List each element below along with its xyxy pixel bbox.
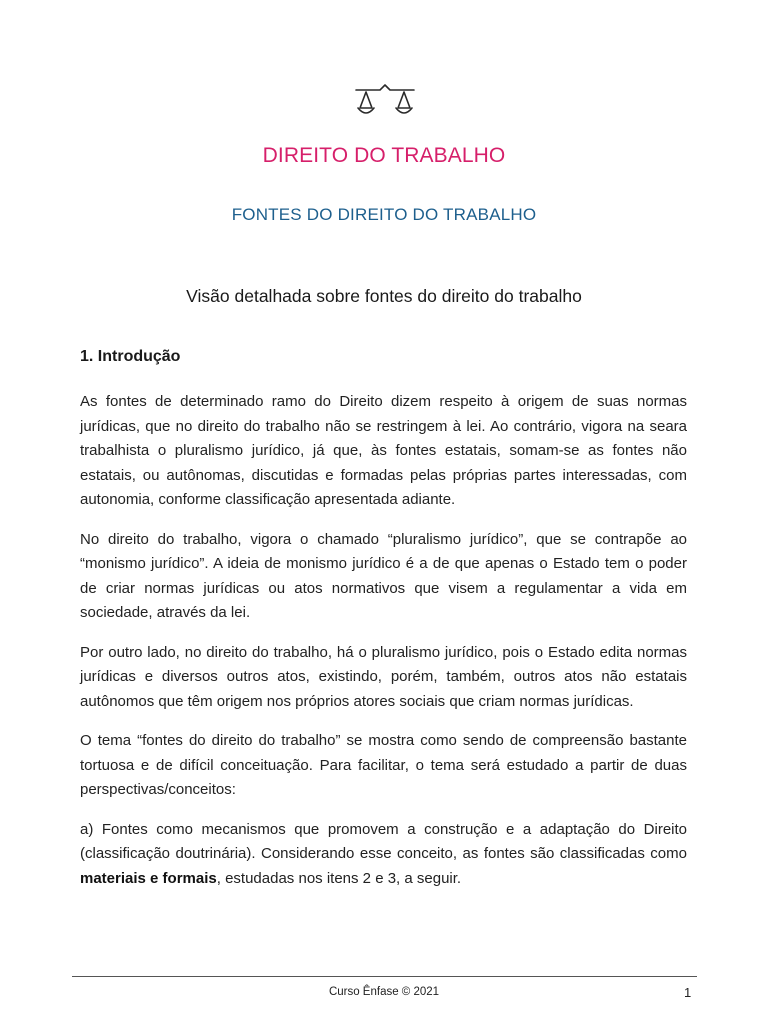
paragraph: No direito do trabalho, vigora o chamado “pluralismo jurídico”, que se contrapõe ao “monismo jurídico”. A ideia de monismo jurídico é a de que apenas o Estado tem o poder de criar normas jurídicas ou atos normativos que visem a regulamentar a vida em sociedade, através da lei. <box>80 530 687 621</box>
footer-text: Curso Ênfase © 2021 <box>328 986 440 998</box>
document-title: DIREITO DO TRABALHO <box>262 144 506 167</box>
paragraph-text-end: , estudadas nos itens 2 e 3, a seguir. <box>216 869 462 887</box>
paragraph: As fontes de determinado ramo do Direito dizem respeito à origem de suas normas jurídicas, que no direito do trabalho não se restringem à lei. Ao contrário, vigora na seara trabalhista o pluralismo jurídico, já que, às fontes estatais, somam-se as fontes não estatais, ou autônomas, discutidas e formadas pelas próprias partes interessadas, com autonomia, conforme classificação apresentada adiante. <box>80 393 687 508</box>
document-subtitle: FONTES DO DIREITO DO TRABALHO <box>231 205 537 224</box>
footer-divider <box>72 976 697 977</box>
document-body <box>80 390 687 906</box>
bold-term: materiais e formais <box>80 869 217 887</box>
scales-of-justice-icon <box>350 82 420 126</box>
paragraph: O tema “fontes do direito do trabalho” se mostra como sendo de compreensão bastante tortuosa e de difícil conceituação. Para facilitar, o tema será estudado a partir de duas perspectivas/conceitos: <box>80 732 687 798</box>
paragraph: Por outro lado, no direito do trabalho, há o pluralismo jurídico, pois o Estado edita normas jurídicas e diversos outros atos, existindo, porém, também, outros atos não estatais autônomos que têm origem nos próprios atores sociais que criam normas jurídicas. <box>80 643 687 710</box>
paragraph-text: a) Fontes como mecanismos que promovem a construção e a adaptação do Direito (classificação doutrinária). Considerando esse conceito, as fontes são classificadas como <box>80 820 687 862</box>
section-heading: 1. Introdução <box>80 348 181 365</box>
paragraph-last <box>80 818 687 892</box>
lead-heading: Visão detalhada sobre fontes do direito do trabalho <box>186 286 582 306</box>
page-number: 1 <box>684 985 692 1000</box>
